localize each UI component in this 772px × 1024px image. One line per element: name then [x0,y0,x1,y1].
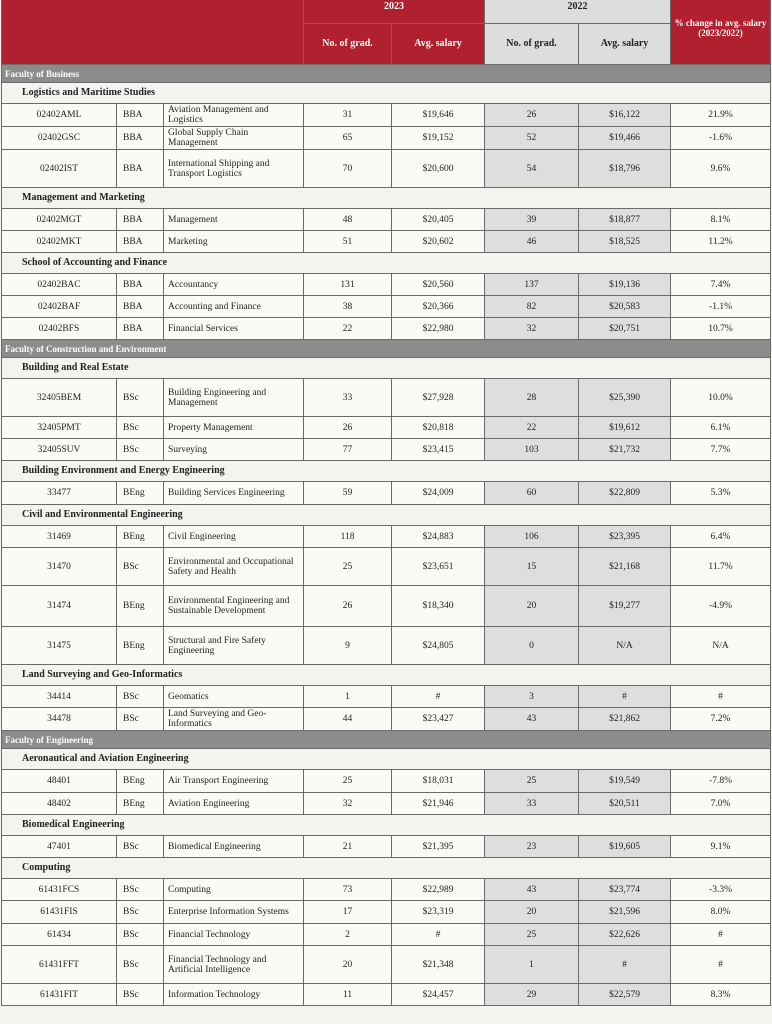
programme-name: Global Supply Chain Management [164,127,304,150]
programme-name: Structural and Fire Safety Engineering [164,627,304,665]
header-row-years [2,0,771,24]
salary-2022: $20,751 [579,318,671,340]
pct-change: 8.1% [671,209,771,231]
programme-name: Surveying [164,439,304,461]
programme-name: Aviation Management and Logistics [164,104,304,127]
programme-code: 34414 [2,686,117,708]
programme-code: 02402BFS [2,318,117,340]
table-row [2,586,771,627]
programme-name: Financial Services [164,318,304,340]
table-row [2,482,771,505]
salary-2023: $19,152 [392,127,485,150]
grads-2023: 20 [304,946,392,984]
header-grad-2022: No. of grad. [485,24,579,65]
pct-change: 10.7% [671,318,771,340]
degree-type: BSc [117,946,164,984]
grads-2022: 15 [485,548,579,586]
pct-change: # [671,924,771,946]
department-row [2,83,771,104]
header-year-2023: 2023 [304,0,485,24]
degree-type: BBA [117,231,164,253]
degree-type: BSc [117,924,164,946]
programme-name: Enterprise Information Systems [164,901,304,924]
programme-code: 02402GSC [2,127,117,150]
degree-type: BEng [117,627,164,665]
salary-2023: $20,818 [392,417,485,439]
programme-name: Accounting and Finance [164,296,304,318]
department-name: Computing [2,858,771,879]
programme-code: 32405BEM [2,379,117,417]
grads-2022: 43 [485,879,579,901]
grads-2023: 33 [304,379,392,417]
degree-type: BEng [117,526,164,548]
programme-code: 61431FFT [2,946,117,984]
programme-name: Marketing [164,231,304,253]
faculty-row [2,731,771,749]
salary-2023: $20,405 [392,209,485,231]
table-row [2,793,771,815]
grads-2022: 26 [485,104,579,127]
grads-2022: 0 [485,627,579,665]
salary-2022: $18,525 [579,231,671,253]
salary-2023: $20,560 [392,274,485,296]
pct-change: -3.3% [671,879,771,901]
grads-2022: 106 [485,526,579,548]
degree-type: BSc [117,708,164,731]
programme-code: 61431FIS [2,901,117,924]
grads-2022: 29 [485,984,579,1006]
grads-2023: 44 [304,708,392,731]
header-grad-2023: No. of grad. [304,24,392,65]
programme-code: 02402MKT [2,231,117,253]
programme-code: 34478 [2,708,117,731]
table-row [2,209,771,231]
programme-name: Accountancy [164,274,304,296]
grads-2023: 22 [304,318,392,340]
degree-type: BSc [117,901,164,924]
faculty-row [2,340,771,358]
grads-2023: 2 [304,924,392,946]
department-row [2,461,771,482]
salary-2023: $22,989 [392,879,485,901]
grads-2023: 26 [304,586,392,627]
salary-2022: $19,605 [579,836,671,858]
header-year-2022: 2022 [485,0,671,24]
degree-type: BBA [117,318,164,340]
programme-code: 31470 [2,548,117,586]
pct-change: # [671,946,771,984]
programme-code: 31474 [2,586,117,627]
table-row [2,379,771,417]
grads-2023: 17 [304,901,392,924]
faculty-name: Faculty of Construction and Environment [2,340,771,358]
faculty-row [2,65,771,83]
salary-2023: $21,946 [392,793,485,815]
pct-change: 6.4% [671,526,771,548]
department-row [2,749,771,770]
pct-change: 9.6% [671,150,771,188]
pct-change: 7.7% [671,439,771,461]
pct-change: 7.2% [671,708,771,731]
degree-type: BEng [117,586,164,627]
grads-2022: 23 [485,836,579,858]
grads-2022: 3 [485,686,579,708]
grads-2023: 31 [304,104,392,127]
graduate-salary-table [1,0,771,1006]
grads-2022: 33 [485,793,579,815]
programme-code: 02402MGT [2,209,117,231]
grads-2023: 51 [304,231,392,253]
salary-2023: $24,009 [392,482,485,505]
header-pct-change: % change in avg. salary (2023/2022) [671,0,771,65]
grads-2023: 38 [304,296,392,318]
degree-type: BSc [117,984,164,1006]
programme-code: 32405SUV [2,439,117,461]
pct-change: 9.1% [671,836,771,858]
degree-type: BSc [117,836,164,858]
salary-2023: $21,348 [392,946,485,984]
salary-2023: $23,319 [392,901,485,924]
department-name: Logistics and Maritime Studies [2,83,771,104]
table-row [2,686,771,708]
salary-2023: $23,651 [392,548,485,586]
salary-2022: $18,796 [579,150,671,188]
salary-2022: $19,277 [579,586,671,627]
grads-2022: 60 [485,482,579,505]
programme-name: Aviation Engineering [164,793,304,815]
programme-name: Air Transport Engineering [164,770,304,793]
programme-name: Land Surveying and Geo-Informatics [164,708,304,731]
programme-code: 47401 [2,836,117,858]
grads-2023: 131 [304,274,392,296]
salary-2023: $27,928 [392,379,485,417]
table-row [2,984,771,1006]
table-row [2,274,771,296]
salary-2023: $18,031 [392,770,485,793]
degree-type: BBA [117,274,164,296]
department-row [2,858,771,879]
table-row [2,439,771,461]
table-row [2,901,771,924]
programme-code: 32405PMT [2,417,117,439]
table-row [2,770,771,793]
programme-name: Environmental Engineering and Sustainable Development [164,586,304,627]
degree-type: BSc [117,417,164,439]
grads-2022: 20 [485,586,579,627]
header-salary-2023: Avg. salary [392,24,485,65]
programme-code: 61431FCS [2,879,117,901]
degree-type: BBA [117,104,164,127]
degree-type: BSc [117,379,164,417]
table-row [2,879,771,901]
salary-2022: $21,168 [579,548,671,586]
department-row [2,188,771,209]
table-row [2,417,771,439]
degree-type: BBA [117,209,164,231]
programme-code: 02402AML [2,104,117,127]
pct-change: -1.6% [671,127,771,150]
salary-2022: $20,511 [579,793,671,815]
table-row [2,627,771,665]
pct-change: -1.1% [671,296,771,318]
salary-2022: $16,122 [579,104,671,127]
programme-name: Financial Technology [164,924,304,946]
department-name: School of Accounting and Finance [2,253,771,274]
table-row [2,296,771,318]
faculty-name: Faculty of Business [2,65,771,83]
grads-2023: 118 [304,526,392,548]
degree-type: BSc [117,879,164,901]
department-name: Civil and Environmental Engineering [2,505,771,526]
programme-name: Building Engineering and Management [164,379,304,417]
table-row [2,104,771,127]
salary-2022: $22,809 [579,482,671,505]
programme-code: 02402IST [2,150,117,188]
pct-change: 8.3% [671,984,771,1006]
grads-2023: 48 [304,209,392,231]
salary-2023: $23,415 [392,439,485,461]
degree-type: BSc [117,686,164,708]
grads-2023: 21 [304,836,392,858]
programme-name: Information Technology [164,984,304,1006]
department-name: Land Surveying and Geo-Informatics [2,665,771,686]
grads-2022: 137 [485,274,579,296]
grads-2022: 32 [485,318,579,340]
salary-2022: $20,583 [579,296,671,318]
pct-change: 7.0% [671,793,771,815]
pct-change: 8.0% [671,901,771,924]
grads-2023: 59 [304,482,392,505]
department-name: Biomedical Engineering [2,815,771,836]
grads-2023: 9 [304,627,392,665]
grads-2022: 82 [485,296,579,318]
salary-2022: # [579,946,671,984]
pct-change: 6.1% [671,417,771,439]
programme-name: Financial Technology and Artificial Intelligence [164,946,304,984]
table-row [2,548,771,586]
department-row [2,253,771,274]
header-blank-cell [2,0,304,65]
degree-type: BEng [117,482,164,505]
table-row [2,318,771,340]
programme-name: Property Management [164,417,304,439]
grads-2022: 1 [485,946,579,984]
programme-code: 31475 [2,627,117,665]
grads-2023: 25 [304,770,392,793]
pct-change: -4.9% [671,586,771,627]
grads-2023: 1 [304,686,392,708]
degree-type: BEng [117,793,164,815]
grads-2023: 25 [304,548,392,586]
department-row [2,815,771,836]
grads-2023: 77 [304,439,392,461]
salary-2023: $23,427 [392,708,485,731]
faculty-name: Faculty of Engineering [2,731,771,749]
programme-code: 02402BAF [2,296,117,318]
pct-change: N/A [671,627,771,665]
salary-2022: $19,466 [579,127,671,150]
salary-2023: $19,646 [392,104,485,127]
table-row [2,150,771,188]
salary-2022: $23,395 [579,526,671,548]
salary-2023: $20,602 [392,231,485,253]
grads-2022: 43 [485,708,579,731]
degree-type: BEng [117,770,164,793]
degree-type: BBA [117,150,164,188]
programme-name: Building Services Engineering [164,482,304,505]
programme-code: 33477 [2,482,117,505]
salary-2023: $24,457 [392,984,485,1006]
programme-name: Geomatics [164,686,304,708]
department-name: Building Environment and Energy Engineering [2,461,771,482]
salary-2023: $20,600 [392,150,485,188]
grads-2022: 39 [485,209,579,231]
table-row [2,127,771,150]
department-name: Management and Marketing [2,188,771,209]
table-row [2,924,771,946]
programme-code: 61434 [2,924,117,946]
salary-2022: $22,579 [579,984,671,1006]
table-row [2,231,771,253]
grads-2022: 25 [485,770,579,793]
salary-2023: $24,883 [392,526,485,548]
pct-change: 7.4% [671,274,771,296]
salary-2022: $18,877 [579,209,671,231]
grads-2022: 46 [485,231,579,253]
degree-type: BBA [117,296,164,318]
pct-change: 11.7% [671,548,771,586]
salary-2022: $19,549 [579,770,671,793]
table-row [2,836,771,858]
salary-2022: $22,626 [579,924,671,946]
pct-change: 10.0% [671,379,771,417]
programme-name: Biomedical Engineering [164,836,304,858]
programme-code: 61431FIT [2,984,117,1006]
grads-2022: 54 [485,150,579,188]
department-row [2,665,771,686]
salary-2022: $21,596 [579,901,671,924]
programme-name: Civil Engineering [164,526,304,548]
salary-2022: $21,732 [579,439,671,461]
salary-2023: $21,395 [392,836,485,858]
programme-code: 31469 [2,526,117,548]
programme-code: 48401 [2,770,117,793]
grads-2023: 11 [304,984,392,1006]
salary-2022: $19,612 [579,417,671,439]
programme-name: Computing [164,879,304,901]
pct-change: 5.3% [671,482,771,505]
salary-2023: # [392,686,485,708]
table-row [2,526,771,548]
grads-2022: 25 [485,924,579,946]
programme-code: 02402BAC [2,274,117,296]
salary-2023: # [392,924,485,946]
degree-type: BBA [117,127,164,150]
salary-2022: $21,862 [579,708,671,731]
programme-code: 48402 [2,793,117,815]
pct-change: 21.9% [671,104,771,127]
grads-2022: 103 [485,439,579,461]
table-row [2,946,771,984]
salary-2023: $18,340 [392,586,485,627]
grads-2023: 32 [304,793,392,815]
table-row [2,708,771,731]
programme-name: Management [164,209,304,231]
programme-name: International Shipping and Transport Logistics [164,150,304,188]
grads-2023: 70 [304,150,392,188]
programme-name: Environmental and Occupational Safety and Health [164,548,304,586]
pct-change: 11.2% [671,231,771,253]
salary-2022: $25,390 [579,379,671,417]
grads-2023: 73 [304,879,392,901]
header-salary-2022: Avg. salary [579,24,671,65]
salary-2022: # [579,686,671,708]
grads-2023: 65 [304,127,392,150]
department-row [2,358,771,379]
department-name: Building and Real Estate [2,358,771,379]
salary-2022: N/A [579,627,671,665]
degree-type: BSc [117,439,164,461]
salary-2022: $23,774 [579,879,671,901]
department-name: Aeronautical and Aviation Engineering [2,749,771,770]
degree-type: BSc [117,548,164,586]
department-row [2,505,771,526]
grads-2023: 26 [304,417,392,439]
salary-2023: $22,980 [392,318,485,340]
pct-change: # [671,686,771,708]
grads-2022: 20 [485,901,579,924]
grads-2022: 28 [485,379,579,417]
salary-2023: $20,366 [392,296,485,318]
salary-2022: $19,136 [579,274,671,296]
salary-2023: $24,805 [392,627,485,665]
pct-change: -7.8% [671,770,771,793]
grads-2022: 52 [485,127,579,150]
grads-2022: 22 [485,417,579,439]
